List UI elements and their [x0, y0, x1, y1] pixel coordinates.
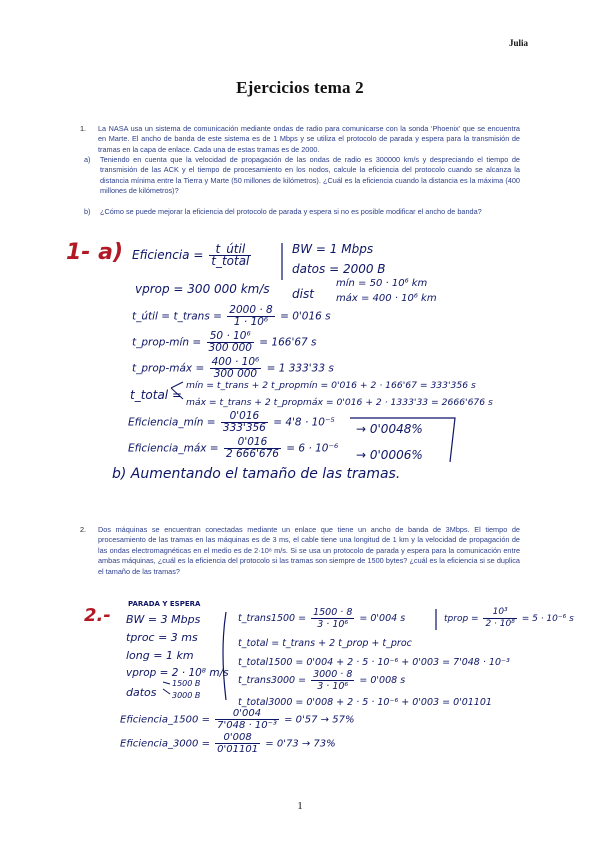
exercise-1b-label: b): [84, 207, 91, 216]
efficiency-3000-result: = 0'73 → 73%: [265, 738, 336, 750]
answer-2-label: 2.-: [84, 605, 111, 626]
t-total-min: mín = t_trans + 2 t_propmín = 0'016 + 2 · 166'67 = 333'356 s: [186, 380, 476, 391]
t-prop-max-numerator: 400 · 10⁶: [211, 356, 260, 368]
exercise-2-text: Dos máquinas se encuentran conectadas mediante un enlace que tiene un ancho de banda de 3Mbps. El tiempo de procesamiento de las tramas en las máquinas es de 3 ms, el cable tiene una longitud de 1 km y la velocidad de propagación de las ondas electromagnéticas en el medio es de 2·10⁸ m/s. Si se usa un protocolo de parada y espera para la comunicación entre ambas máquinas, ¿cuál es la eficiencia del protocolo si las tramas son siempre de 1500 bytes? ¿cuál es la eficiencia si se duplica el tamaño de las tramas?: [98, 525, 520, 576]
efficiency-3000-denominator: 0'01101: [217, 744, 259, 755]
t-util-label: t_útil = t_trans =: [132, 310, 222, 323]
efficiency-max-denominator: 2 666'676: [225, 448, 279, 460]
t-prop-denominator: 2 · 10⁸: [485, 619, 515, 629]
exercise-1-number: 1.: [80, 124, 87, 133]
t-prop-label: tprop =: [444, 614, 479, 624]
answer-2-vprop: vprop = 2 · 10⁸ m/s: [126, 667, 229, 679]
t-trans-3000-result: = 0'008 s: [359, 675, 406, 686]
efficiency-1500-label: Eficiencia_1500 =: [120, 714, 210, 726]
answer-2-data-brace: [163, 682, 170, 694]
efficiency-min-label: Eficiencia_mín =: [128, 416, 216, 429]
answer-2-data-3000: 3000 B: [172, 691, 201, 700]
efficiency-1500-result: = 0'57 → 57%: [284, 714, 355, 726]
t-prop-min-numerator: 50 · 10⁶: [207, 331, 254, 343]
efficiency-max-label: Eficiencia_máx =: [128, 442, 219, 455]
answer-1b: b) Aumentando el tamaño de las tramas.: [112, 466, 401, 482]
t-trans-3000-numerator: 3000 · 8: [313, 669, 353, 680]
given-bandwidth: BW = 1 Mbps: [292, 242, 374, 256]
efficiency-result-box: [350, 418, 455, 462]
efficiency-max-value: = 6 · 10⁻⁶: [286, 442, 339, 455]
efficiency-max-percent: → 0'0006%: [356, 448, 423, 462]
t-total-3000: t_total3000 = 0'008 + 2 · 5 · 10⁻⁶ + 0'003 = 0'01101: [238, 697, 492, 708]
t-trans-3000-denominator: 3 · 10⁶: [317, 681, 349, 692]
exercise-1a-text: Teniendo en cuenta que la velocidad de propagación de las ondas de radio es 300000 km/s y despreciando el tiempo de transmisión de las ACK y el tiempo de procesamiento en los nodos, calcule la eficiencia del protocolo cuando se alcanza la distancia mínima entre la Tierra y Marte (50 millones de kilómetros). ¿Cuál es la eficiencia cuando la distancia es la máxima (400 millones de kilómetros)?: [100, 155, 520, 196]
given-distance-min: mín = 50 · 10⁶ km: [336, 278, 428, 289]
t-trans-1500-denominator: 3 · 10⁶: [317, 619, 349, 630]
t-prop-min-denominator: 300 000: [208, 342, 252, 354]
t-util-numerator: 2000 · 8: [229, 304, 273, 316]
efficiency-1500-numerator: 0'004: [215, 708, 279, 720]
t-trans-1500-result: = 0'004 s: [359, 613, 406, 624]
efficiency-3000-label: Eficiencia_3000 =: [120, 738, 210, 750]
efficiency-numerator: t_útil: [209, 244, 251, 256]
t-prop-result: = 5 · 10⁻⁶ s: [521, 614, 574, 624]
author-name: Julia: [508, 38, 528, 48]
given-distance-label: dist: [292, 287, 314, 301]
t-prop-numerator: 10³: [483, 607, 516, 619]
efficiency-definition-label: Eficiencia =: [132, 248, 204, 262]
t-util-result: = 0'016 s: [280, 310, 331, 323]
t-trans-1500-label: t_trans1500 =: [238, 613, 307, 624]
propagation-speed: vprop = 300 000 km/s: [135, 282, 270, 296]
t-trans-1500-numerator: 1500 · 8: [313, 607, 353, 618]
t-prop-min-result: = 166'67 s: [259, 336, 317, 349]
exercise-1-text: La NASA usa un sistema de comunicación mediante ondas de radio para comunicarse con la sonda ‘Phoenix’ que se encuentra en Marte. El ancho de banda de este sistema es de 1 Mbps y se utiliza el protocolo de parada y espera para la transmisión de tramas en la capa de enlace. Cada una de estas tramas es de 2000.: [98, 124, 520, 154]
t-prop-max-result: = 1 333'33 s: [266, 362, 334, 375]
efficiency-denominator: t_total: [211, 254, 250, 268]
answer-2-bandwidth: BW = 3 Mbps: [126, 613, 201, 626]
t-trans-3000-label: t_trans3000 =: [238, 675, 307, 686]
exercise-1b-text: ¿Cómo se puede mejorar la eficiencia del protocolo de parada y espera si no es posible modificar el ancho de banda?: [100, 207, 482, 216]
answer-2-data-label: datos: [126, 686, 157, 699]
t-total-brace: [171, 382, 183, 399]
answer-2-given-brace: [223, 612, 226, 700]
t-prop-max-label: t_prop-máx =: [132, 362, 205, 375]
efficiency-min-denominator: 333'356: [222, 422, 266, 434]
t-prop-min-label: t_prop-mín =: [132, 336, 202, 349]
efficiency-max-numerator: 0'016: [224, 437, 281, 449]
t-total-max: máx = t_trans + 2 t_propmáx = 0'016 + 2 · 1333'33 = 2666'676 s: [186, 397, 493, 408]
page-title: Ejercicios tema 2: [236, 78, 364, 97]
page-number: 1: [297, 800, 303, 812]
efficiency-1500-denominator: 7'048 · 10⁻³: [217, 720, 277, 731]
exercise-1a-label: a): [84, 155, 91, 164]
t-total-label: t_total =: [130, 388, 183, 402]
efficiency-min-value: = 4'8 · 10⁻⁵: [273, 416, 335, 429]
answer-2-data-1500: 1500 B: [172, 679, 201, 688]
answer-2-length: long = 1 km: [126, 649, 194, 662]
t-prop-max-denominator: 300 000: [213, 368, 258, 380]
given-data-size: datos = 2000 B: [292, 262, 386, 276]
answer-2-protocol: PARADA Y ESPERA: [128, 600, 201, 608]
t-total-1500: t_total1500 = 0'004 + 2 · 5 · 10⁻⁶ + 0'003 = 7'048 · 10⁻³: [238, 657, 510, 668]
exercise-2-number: 2.: [80, 525, 87, 534]
t-util-denominator: 1 · 10⁶: [233, 316, 269, 328]
answer-2-tproc: tproc = 3 ms: [126, 631, 198, 644]
efficiency-3000-numerator: 0'008: [215, 732, 260, 744]
efficiency-min-percent: → 0'0048%: [356, 422, 423, 436]
t-total-formula: t_total = t_trans + 2 t_prop + t_proc: [238, 638, 412, 649]
answer-1-label: 1- a): [66, 240, 123, 265]
efficiency-min-numerator: 0'016: [221, 411, 268, 423]
given-distance-max: máx = 400 · 10⁶ km: [336, 293, 437, 304]
